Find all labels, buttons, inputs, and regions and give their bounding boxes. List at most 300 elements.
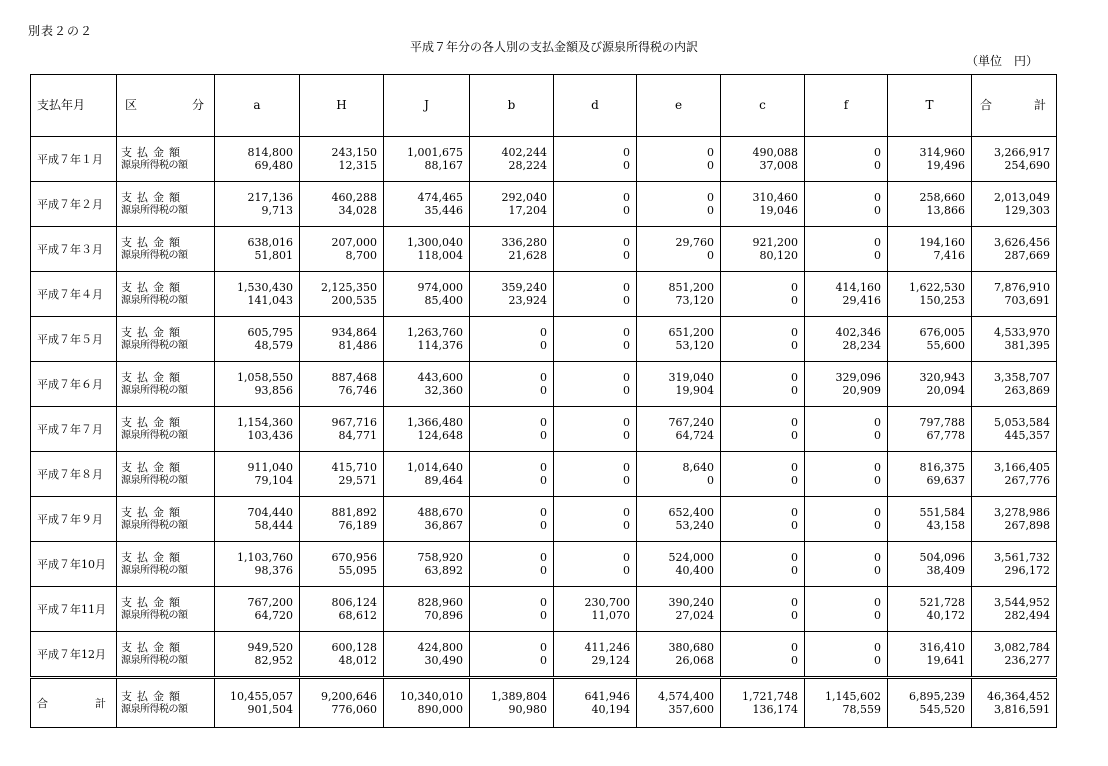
- header-person: b: [470, 75, 554, 137]
- pay-amount: 230,700: [584, 596, 630, 609]
- amount-cell: [721, 137, 805, 182]
- amount-cell: [637, 452, 721, 497]
- tax-amount: 27,024: [675, 609, 714, 622]
- header-row: [31, 75, 1057, 137]
- tax-amount: 114,376: [417, 339, 463, 352]
- pay-amount: 0: [623, 371, 630, 384]
- amount-cell: [384, 452, 470, 497]
- pay-amount: 0: [874, 551, 881, 564]
- tax-amount: 79,104: [254, 474, 293, 487]
- pay-amount: 0: [874, 461, 881, 474]
- tax-amount: 381,395: [1004, 339, 1050, 352]
- tax-amount: 0: [623, 519, 630, 532]
- amount-cell: [888, 678, 972, 728]
- tax-amount: 118,004: [417, 249, 463, 262]
- tax-amount: 19,496: [926, 159, 965, 172]
- pay-amount: 0: [707, 191, 714, 204]
- tax-amount: 76,746: [338, 384, 377, 397]
- amount-cell: [637, 182, 721, 227]
- amount-cell: [972, 362, 1057, 407]
- pay-amount: 3,082,784: [994, 641, 1050, 654]
- tax-amount: 890,000: [417, 703, 463, 716]
- tax-amount: 0: [791, 609, 798, 622]
- amount-cell: [470, 632, 554, 678]
- pay-amount: 3,278,986: [994, 506, 1050, 519]
- pay-amount: 921,200: [752, 236, 798, 249]
- pay-amount: 258,660: [919, 191, 965, 204]
- amount-cell: [384, 272, 470, 317]
- amount-cell: [721, 678, 805, 728]
- amount-cell: [300, 362, 384, 407]
- tax-amount: 43,158: [926, 519, 965, 532]
- kind-tax-label: 源泉所得税の額: [121, 250, 188, 261]
- pay-amount: 1,366,480: [407, 416, 463, 429]
- amount-cell: [888, 452, 972, 497]
- tax-amount: 12,315: [338, 159, 377, 172]
- pay-amount: 949,520: [247, 641, 293, 654]
- amount-cell: [384, 362, 470, 407]
- pay-amount: 3,358,707: [994, 371, 1050, 384]
- pay-amount: 887,468: [331, 371, 377, 384]
- tax-amount: 23,924: [508, 294, 547, 307]
- pay-amount: 3,626,456: [994, 236, 1050, 249]
- tax-amount: 11,070: [591, 609, 630, 622]
- pay-amount: 1,622,530: [909, 281, 965, 294]
- pay-amount: 415,710: [331, 461, 377, 474]
- tax-amount: 29,124: [591, 654, 630, 667]
- amount-cell: [972, 272, 1057, 317]
- pay-amount: 0: [623, 326, 630, 339]
- kind-pay-label: 支払金額: [121, 690, 185, 703]
- amount-cell: [721, 452, 805, 497]
- kind-pay-label: 支払金額: [121, 236, 185, 249]
- table-row: [31, 272, 1057, 317]
- amount-cell: [888, 227, 972, 272]
- amount-cell: [300, 542, 384, 587]
- kind-cell: [117, 632, 215, 678]
- header-person: a: [215, 75, 300, 137]
- amount-cell: [384, 678, 470, 728]
- header-person: J: [384, 75, 470, 137]
- month-cell: 平成７年３月: [31, 227, 117, 272]
- tax-amount: 0: [707, 204, 714, 217]
- month-cell: 平成７年６月: [31, 362, 117, 407]
- amount-cell: [805, 272, 888, 317]
- tax-amount: 36,867: [424, 519, 463, 532]
- tax-amount: 40,400: [675, 564, 714, 577]
- tax-amount: 51,801: [254, 249, 293, 262]
- pay-amount: 0: [540, 371, 547, 384]
- tax-amount: 64,724: [675, 429, 714, 442]
- amount-cell: [972, 317, 1057, 362]
- amount-cell: [721, 542, 805, 587]
- pay-amount: 816,375: [919, 461, 965, 474]
- amount-cell: [215, 632, 300, 678]
- pay-amount: 0: [623, 551, 630, 564]
- pay-amount: 1,721,748: [742, 690, 798, 703]
- pay-amount: 600,128: [331, 641, 377, 654]
- pay-amount: 424,800: [417, 641, 463, 654]
- tax-amount: 0: [791, 519, 798, 532]
- amount-cell: [300, 407, 384, 452]
- pay-amount: 0: [707, 146, 714, 159]
- table-row: [31, 452, 1057, 497]
- kind-tax-label: 源泉所得税の額: [121, 475, 188, 486]
- amount-cell: [721, 182, 805, 227]
- pay-amount: 1,103,760: [237, 551, 293, 564]
- amount-cell: [215, 227, 300, 272]
- tax-amount: 0: [707, 249, 714, 262]
- tax-amount: 68,612: [338, 609, 377, 622]
- kind-cell: [117, 452, 215, 497]
- kind-cell: [117, 497, 215, 542]
- tax-amount: 0: [791, 654, 798, 667]
- tax-amount: 40,194: [591, 703, 630, 716]
- amount-cell: [805, 407, 888, 452]
- amount-cell: [470, 497, 554, 542]
- tax-amount: 53,120: [675, 339, 714, 352]
- tax-amount: 19,046: [759, 204, 798, 217]
- amount-cell: [384, 317, 470, 362]
- tax-amount: 0: [874, 654, 881, 667]
- pay-amount: 0: [791, 281, 798, 294]
- pay-amount: 0: [623, 461, 630, 474]
- tax-amount: 0: [623, 204, 630, 217]
- amount-cell: [215, 362, 300, 407]
- tax-amount: 19,641: [926, 654, 965, 667]
- pay-amount: 814,800: [247, 146, 293, 159]
- amount-cell: [554, 632, 637, 678]
- pay-amount: 3,561,732: [994, 551, 1050, 564]
- amount-cell: [300, 317, 384, 362]
- amount-cell: [637, 587, 721, 632]
- pay-amount: 0: [540, 551, 547, 564]
- tax-amount: 9,713: [261, 204, 293, 217]
- tax-amount: 69,637: [926, 474, 965, 487]
- tax-amount: 0: [540, 654, 547, 667]
- pay-amount: 0: [540, 461, 547, 474]
- tax-amount: 296,172: [1004, 564, 1050, 577]
- tax-amount: 267,776: [1004, 474, 1050, 487]
- pay-amount: 460,288: [331, 191, 377, 204]
- table-row: [31, 227, 1057, 272]
- pay-amount: 207,000: [331, 236, 377, 249]
- amount-cell: [300, 137, 384, 182]
- amount-cell: [721, 317, 805, 362]
- tax-amount: 103,436: [247, 429, 293, 442]
- tax-amount: 0: [623, 339, 630, 352]
- pay-amount: 0: [540, 506, 547, 519]
- page-title: 平成７年分の各人別の支払金額及び源泉所得税の内訳: [409, 40, 698, 54]
- amount-cell: [805, 182, 888, 227]
- pay-amount: 0: [791, 461, 798, 474]
- amount-cell: [554, 227, 637, 272]
- amount-cell: [384, 407, 470, 452]
- pay-amount: 521,728: [919, 596, 965, 609]
- amount-cell: [215, 137, 300, 182]
- kind-tax-label: 源泉所得税の額: [121, 610, 188, 621]
- unit-label: （単位 円）: [966, 54, 1039, 68]
- pay-amount: 1,014,640: [407, 461, 463, 474]
- amount-cell: [554, 542, 637, 587]
- pay-amount: 911,040: [247, 461, 293, 474]
- tax-amount: 69,480: [254, 159, 293, 172]
- kind-cell: [117, 137, 215, 182]
- pay-amount: 676,005: [919, 326, 965, 339]
- table-body: [31, 137, 1057, 728]
- amount-cell: [805, 497, 888, 542]
- pay-amount: 320,943: [919, 371, 965, 384]
- header-person: c: [721, 75, 805, 137]
- pay-amount: 0: [874, 641, 881, 654]
- tax-amount: 64,720: [254, 609, 293, 622]
- pay-amount: 0: [874, 596, 881, 609]
- pay-amount: 217,136: [247, 191, 293, 204]
- tax-amount: 7,416: [933, 249, 965, 262]
- kind-cell: [117, 317, 215, 362]
- amount-cell: [637, 272, 721, 317]
- header-kind-a: 区: [125, 98, 138, 112]
- pay-amount: 1,530,430: [237, 281, 293, 294]
- kind-pay-label: 支払金額: [121, 551, 185, 564]
- amount-cell: [972, 137, 1057, 182]
- tax-amount: 0: [791, 429, 798, 442]
- pay-amount: 638,016: [247, 236, 293, 249]
- total-label-cell: [31, 678, 117, 728]
- tax-amount: 88,167: [424, 159, 463, 172]
- tax-amount: 776,060: [331, 703, 377, 716]
- kind-pay-label: 支払金額: [121, 146, 185, 159]
- pay-amount: 380,680: [668, 641, 714, 654]
- month-cell: 平成７年４月: [31, 272, 117, 317]
- month-cell: 平成７年２月: [31, 182, 117, 227]
- pay-amount: 10,455,057: [230, 690, 293, 703]
- tax-amount: 78,559: [842, 703, 881, 716]
- tax-amount: 0: [874, 249, 881, 262]
- table-row: [31, 362, 1057, 407]
- amount-cell: [384, 182, 470, 227]
- pay-amount: 6,895,239: [909, 690, 965, 703]
- amount-cell: [384, 137, 470, 182]
- pay-amount: 1,263,760: [407, 326, 463, 339]
- tax-amount: 28,224: [508, 159, 547, 172]
- pay-amount: 243,150: [331, 146, 377, 159]
- pay-amount: 934,864: [331, 326, 377, 339]
- amount-cell: [215, 407, 300, 452]
- tax-amount: 38,409: [926, 564, 965, 577]
- pay-amount: 0: [540, 416, 547, 429]
- pay-amount: 0: [791, 641, 798, 654]
- amount-cell: [470, 317, 554, 362]
- tax-amount: 0: [623, 384, 630, 397]
- amount-cell: [384, 227, 470, 272]
- amount-cell: [888, 362, 972, 407]
- kind-tax-label: 源泉所得税の額: [121, 160, 188, 171]
- pay-amount: 194,160: [919, 236, 965, 249]
- amount-cell: [721, 227, 805, 272]
- tax-amount: 93,856: [254, 384, 293, 397]
- amount-cell: [637, 137, 721, 182]
- amount-cell: [637, 542, 721, 587]
- tax-amount: 703,691: [1004, 294, 1050, 307]
- pay-amount: 4,574,400: [658, 690, 714, 703]
- pay-amount: 651,200: [668, 326, 714, 339]
- total-label: [37, 697, 116, 710]
- pay-amount: 3,266,917: [994, 146, 1050, 159]
- pay-amount: 0: [791, 371, 798, 384]
- amount-cell: [805, 137, 888, 182]
- tax-amount: 0: [623, 429, 630, 442]
- amount-cell: [554, 317, 637, 362]
- tax-amount: 287,669: [1004, 249, 1050, 262]
- month-cell: 平成７年７月: [31, 407, 117, 452]
- kind-cell: [117, 182, 215, 227]
- header-total: [972, 75, 1057, 137]
- amount-cell: [470, 182, 554, 227]
- amount-cell: [215, 182, 300, 227]
- amount-cell: [888, 317, 972, 362]
- pay-amount: 670,956: [331, 551, 377, 564]
- tax-amount: 0: [540, 564, 547, 577]
- pay-amount: 0: [874, 506, 881, 519]
- tax-amount: 200,535: [331, 294, 377, 307]
- month-cell: 平成７年９月: [31, 497, 117, 542]
- tax-amount: 254,690: [1004, 159, 1050, 172]
- tax-amount: 63,892: [424, 564, 463, 577]
- amount-cell: [805, 632, 888, 678]
- table-row: [31, 587, 1057, 632]
- pay-amount: 319,040: [668, 371, 714, 384]
- tax-amount: 901,504: [247, 703, 293, 716]
- amount-cell: [470, 542, 554, 587]
- pay-amount: 310,460: [752, 191, 798, 204]
- amount-cell: [300, 678, 384, 728]
- pay-amount: 0: [791, 416, 798, 429]
- amount-cell: [554, 182, 637, 227]
- kind-tax-label: 源泉所得税の額: [121, 385, 188, 396]
- table-row: [31, 317, 1057, 362]
- pay-amount: 443,600: [417, 371, 463, 384]
- pay-amount: 2,013,049: [994, 191, 1050, 204]
- tax-amount: 0: [540, 474, 547, 487]
- kind-cell: [117, 362, 215, 407]
- amount-cell: [637, 407, 721, 452]
- tax-amount: 0: [623, 564, 630, 577]
- kind-cell: [117, 542, 215, 587]
- amount-cell: [637, 632, 721, 678]
- pay-amount: 10,340,010: [400, 690, 463, 703]
- tax-amount: 0: [540, 429, 547, 442]
- amount-cell: [888, 587, 972, 632]
- pay-amount: 605,795: [247, 326, 293, 339]
- pay-amount: 704,440: [247, 506, 293, 519]
- amount-cell: [554, 678, 637, 728]
- amount-cell: [637, 362, 721, 407]
- header-person: d: [554, 75, 637, 137]
- header-month: 支払年月: [31, 75, 117, 137]
- amount-cell: [215, 317, 300, 362]
- pay-amount: 4,533,970: [994, 326, 1050, 339]
- tax-amount: 19,904: [675, 384, 714, 397]
- tax-amount: 40,172: [926, 609, 965, 622]
- tax-amount: 17,204: [508, 204, 547, 217]
- kind-cell: [117, 678, 215, 728]
- amount-cell: [721, 362, 805, 407]
- pay-amount: 1,389,804: [491, 690, 547, 703]
- amount-cell: [300, 272, 384, 317]
- amount-cell: [805, 317, 888, 362]
- amount-cell: [470, 452, 554, 497]
- tax-amount: 0: [874, 204, 881, 217]
- pay-amount: 7,876,910: [994, 281, 1050, 294]
- amount-cell: [300, 182, 384, 227]
- amount-cell: [300, 587, 384, 632]
- tax-amount: 0: [791, 294, 798, 307]
- tax-amount: 28,234: [842, 339, 881, 352]
- pay-amount: 0: [540, 641, 547, 654]
- total-label-a: 合: [37, 696, 48, 710]
- tax-amount: 236,277: [1004, 654, 1050, 667]
- kind-tax-label: 源泉所得税の額: [121, 205, 188, 216]
- pay-amount: 0: [874, 236, 881, 249]
- tax-amount: 0: [791, 384, 798, 397]
- pay-amount: 652,400: [668, 506, 714, 519]
- pay-amount: 0: [791, 326, 798, 339]
- amount-cell: [637, 227, 721, 272]
- pay-amount: 490,088: [752, 146, 798, 159]
- pay-amount: 316,410: [919, 641, 965, 654]
- amount-cell: [300, 227, 384, 272]
- header-person: T: [888, 75, 972, 137]
- amount-cell: [554, 137, 637, 182]
- tax-amount: 263,869: [1004, 384, 1050, 397]
- amount-cell: [215, 587, 300, 632]
- table-row: [31, 407, 1057, 452]
- pay-amount: 2,125,350: [321, 281, 377, 294]
- amount-cell: [888, 497, 972, 542]
- kind-pay-label: 支払金額: [121, 596, 185, 609]
- pay-amount: 0: [623, 236, 630, 249]
- tax-amount: 53,240: [675, 519, 714, 532]
- amount-cell: [805, 362, 888, 407]
- pay-amount: 0: [874, 146, 881, 159]
- pay-amount: 806,124: [331, 596, 377, 609]
- amount-cell: [972, 182, 1057, 227]
- amount-cell: [470, 227, 554, 272]
- amount-cell: [470, 587, 554, 632]
- header-person: H: [300, 75, 384, 137]
- amount-cell: [554, 587, 637, 632]
- pay-amount: 0: [540, 596, 547, 609]
- amount-cell: [384, 587, 470, 632]
- tax-amount: 70,896: [424, 609, 463, 622]
- pay-amount: 758,920: [417, 551, 463, 564]
- tax-amount: 0: [540, 609, 547, 622]
- amount-cell: [215, 678, 300, 728]
- tax-amount: 0: [623, 159, 630, 172]
- pay-amount: 0: [540, 326, 547, 339]
- amount-cell: [470, 137, 554, 182]
- amount-cell: [972, 587, 1057, 632]
- amount-cell: [384, 542, 470, 587]
- total-label-b: 計: [95, 696, 106, 710]
- tax-amount: 0: [540, 519, 547, 532]
- pay-amount: 9,200,646: [321, 690, 377, 703]
- tax-amount: 0: [874, 474, 881, 487]
- pay-amount: 329,096: [835, 371, 881, 384]
- tax-amount: 76,189: [338, 519, 377, 532]
- tax-amount: 357,600: [668, 703, 714, 716]
